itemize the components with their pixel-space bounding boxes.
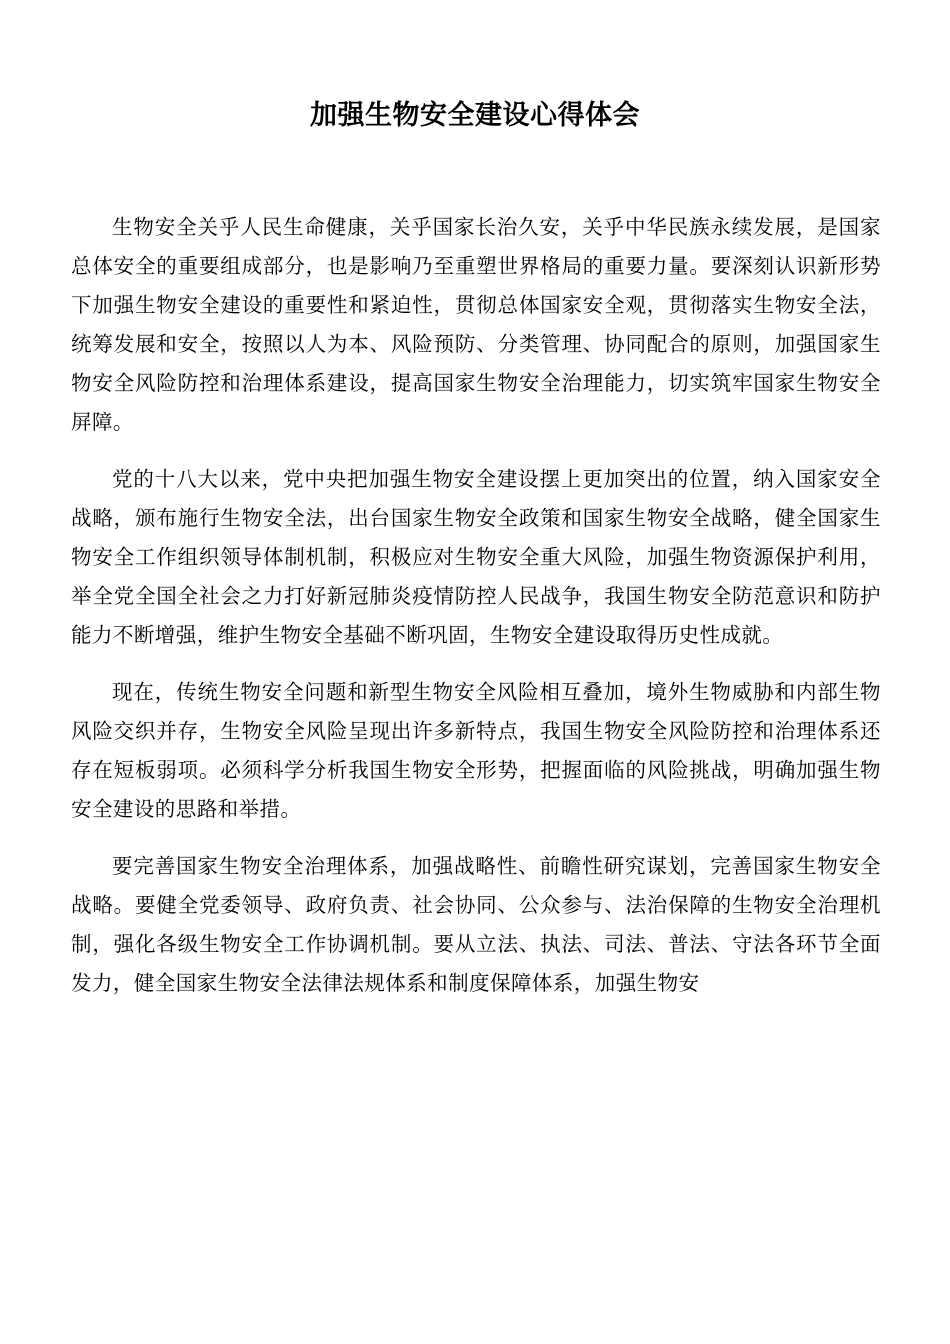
paragraph: 要完善国家生物安全治理体系，加强战略性、前瞻性研究谋划，完善国家生物安全战略。要健全党委领导、政府负责、社会协同、公众参与、法治保障的生物安全治理机制，强化各级生物安全工作协调机制。要从立法、执法、司法、普法、守法各环节全面发力，健全国家生物安全法律法规体系和制度保障体系，加强生物安 — [71, 854, 881, 995]
paragraph: 党的十八大以来，党中央把加强生物安全建设摆上更加突出的位置，纳入国家安全战略，颁布施行生物安全法，出台国家生物安全政策和国家生物安全战略，健全国家生物安全工作组织领导体制机制，积极应对生物安全重大风险，加强生物资源保护利用，举全党全国全社会之力打好新冠肺炎疫情防控人民战争，我国生物安全防范意识和防护能力不断增强，维护生物安全基础不断巩固，生物安全建设取得历史性成就。 — [71, 467, 881, 647]
document-body — [71, 208, 881, 1003]
document-title: 加强生物安全建设心得体会 — [310, 100, 640, 131]
paragraph: 现在，传统生物安全问题和新型生物安全风险相互叠加，境外生物威胁和内部生物风险交织并存，生物安全风险呈现出许多新特点，我国生物安全风险防控和治理体系还存在短板弱项。必须科学分析我国生物安全形势，把握面临的风险挑战，明确加强生物安全建设的思路和举措。 — [71, 680, 881, 821]
paragraph: 生物安全关乎人民生命健康，关乎国家长治久安，关乎中华民族永续发展，是国家总体安全的重要组成部分，也是影响乃至重塑世界格局的重要力量。要深刻认识新形势下加强生物安全建设的重要性和紧迫性，贯彻总体国家安全观，贯彻落实生物安全法，统筹发展和安全，按照以人为本、风险预防、分类管理、协同配合的原则，加强国家生物安全风险防控和治理体系建设，提高国家生物安全治理能力，切实筑牢国家生物安全屏障。 — [71, 215, 881, 434]
